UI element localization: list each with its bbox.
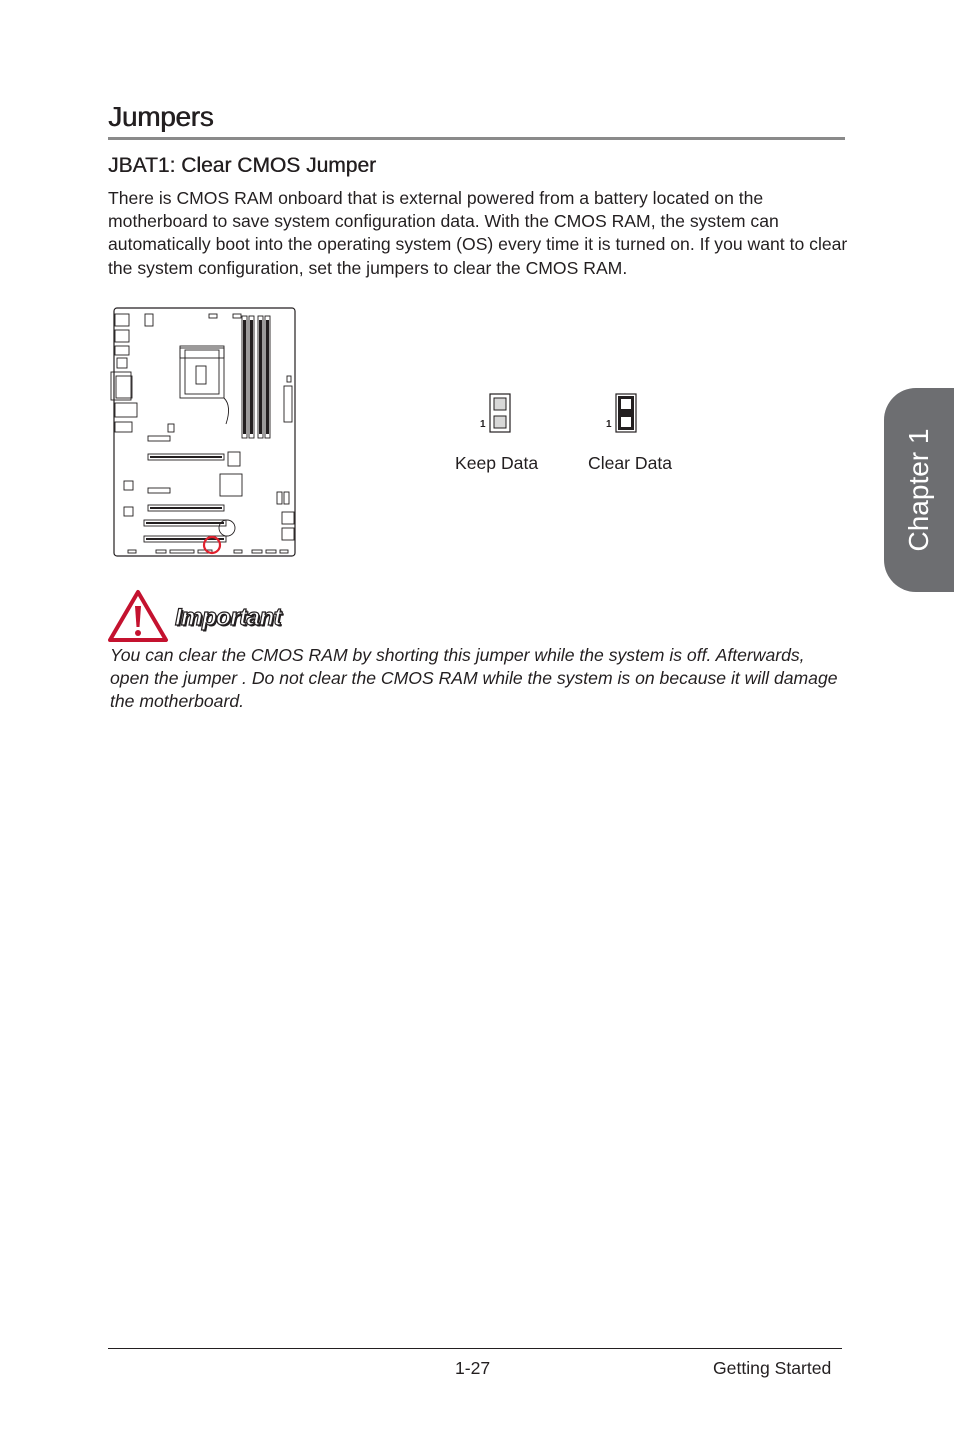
page-number: 1-27: [455, 1358, 491, 1378]
clear-data-label: Clear Data: [588, 453, 673, 473]
important-text: You can clear the CMOS RAM by shorting this jumper while the system is off. Afterwards, open the jumper . Do not clear the CMOS RAM while the system is on because it will damage the motherboard.: [110, 645, 838, 712]
warning-triangle-icon: [107, 589, 169, 643]
important-heading: Important: [175, 604, 282, 631]
footer-divider: [108, 1348, 842, 1349]
motherboard-diagram: [108, 306, 298, 560]
footer-section-name: Getting Started: [713, 1358, 832, 1378]
subsection-body: There is CMOS RAM onboard that is external powered from a battery located on the motherboard to save system configuration data. With the CMOS RAM, the system can automatically boot into the operating system (OS) every time it is turned on. If you want to clear the system configuration, set the jumpers to clear the CMOS RAM.: [108, 188, 848, 278]
section-divider: [108, 137, 845, 140]
pin-one-label: 1: [606, 419, 612, 430]
jumper-keep-data: [478, 392, 514, 434]
keep-data-label: Keep Data: [455, 453, 539, 473]
pin-one-label: 1: [480, 419, 486, 430]
section-title: Jumpers: [108, 101, 214, 132]
chapter-tab: [884, 388, 954, 592]
subsection-title: JBAT1: Clear CMOS Jumper: [108, 154, 377, 177]
jumper-clear-data: [604, 392, 640, 434]
chapter-tab-label: Chapter 1: [903, 428, 934, 552]
